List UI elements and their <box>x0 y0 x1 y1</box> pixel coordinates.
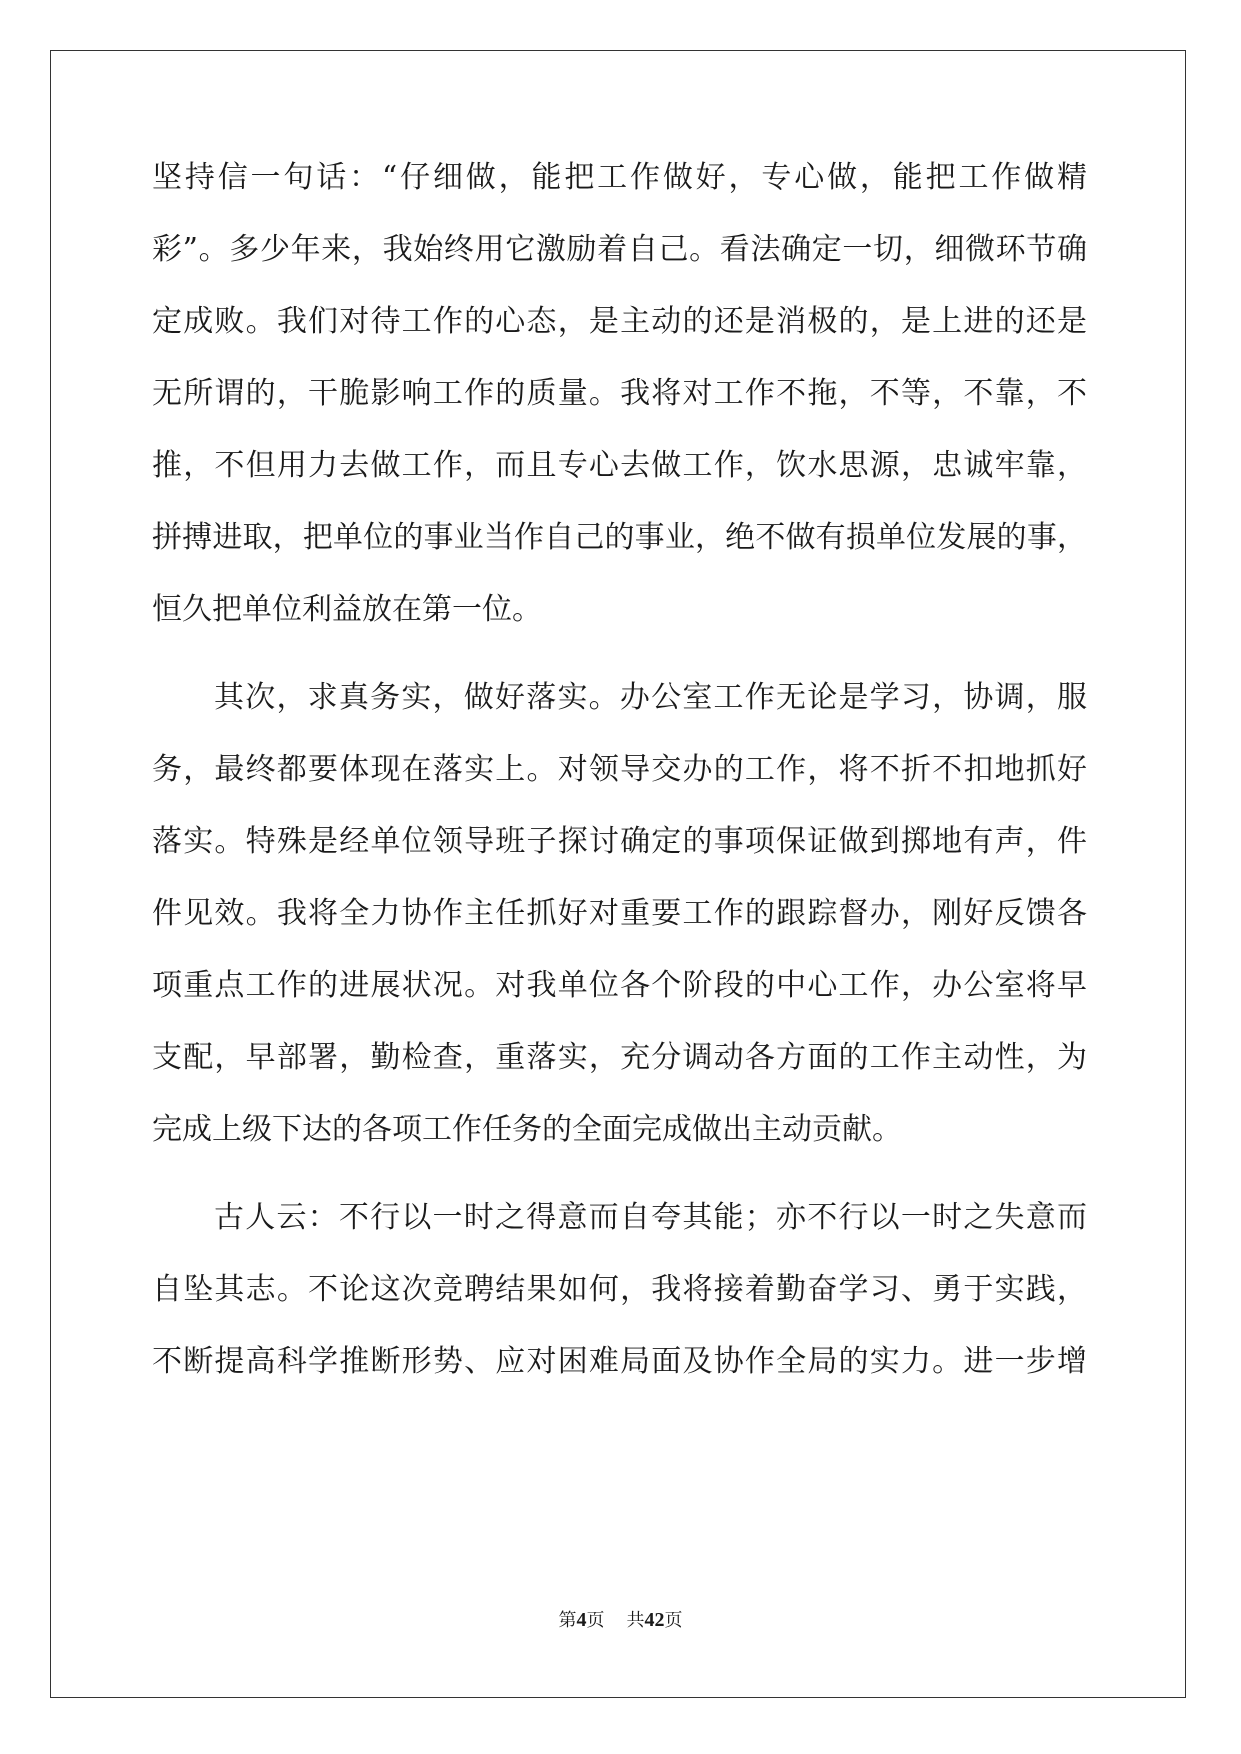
page-border <box>50 50 1186 1698</box>
total-pages: 42 <box>644 1609 665 1631</box>
text-line: 其次，求真务实，做好落实。办公室工作无论是学习，协调，服 <box>214 680 1087 715</box>
text-line: 拼搏进取，把单位的事业当作自己的事业，绝不做有损单位发展的事， <box>152 520 1087 555</box>
total-suffix: 页 <box>664 1610 683 1631</box>
text-line: 推，不但用力去做工作，而且专心去做工作，饮水思源，忠诚牢靠， <box>152 448 1087 483</box>
page-number: 4 <box>576 1609 587 1631</box>
text-line: 支配，早部署，勤检查，重落实，充分调动各方面的工作主动性，为 <box>152 1040 1087 1075</box>
page-prefix: 第 <box>558 1610 577 1631</box>
text-line: 不断提高科学推断形势、应对困难局面及协作全局的实力。进一步增 <box>152 1344 1087 1379</box>
page-footer <box>0 1608 1241 1633</box>
page-suffix: 页 <box>586 1610 605 1631</box>
text-line: 定成败。我们对待工作的心态，是主动的还是消极的，是上进的还是 <box>152 304 1087 339</box>
text-line: 完成上级下达的各项工作任务的全面完成做出主动贡献。 <box>152 1112 902 1147</box>
text-line: 彩”。多少年来，我始终用它激励着自己。看法确定一切，细微环节确 <box>152 232 1087 267</box>
text-line: 务，最终都要体现在落实上。对领导交办的工作，将不折不扣地抓好 <box>152 752 1087 787</box>
text-line: 坚持信一句话：“仔细做，能把工作做好，专心做，能把工作做精 <box>152 160 1087 195</box>
text-line: 无所谓的，干脆影响工作的质量。我将对工作不拖，不等，不靠，不 <box>152 376 1087 411</box>
text-line: 恒久把单位利益放在第一位。 <box>152 592 542 627</box>
text-line: 落实。特殊是经单位领导班子探讨确定的事项保证做到掷地有声，件 <box>152 824 1087 859</box>
total-prefix: 共 <box>626 1610 645 1631</box>
text-line: 项重点工作的进展状况。对我单位各个阶段的中心工作，办公室将早 <box>152 968 1087 1003</box>
text-line: 自坠其志。不论这次竞聘结果如何，我将接着勤奋学习、勇于实践， <box>152 1272 1087 1307</box>
text-line: 古人云：不行以一时之得意而自夸其能；亦不行以一时之失意而 <box>214 1200 1087 1235</box>
text-line: 件见效。我将全力协作主任抓好对重要工作的跟踪督办，刚好反馈各 <box>152 896 1087 931</box>
